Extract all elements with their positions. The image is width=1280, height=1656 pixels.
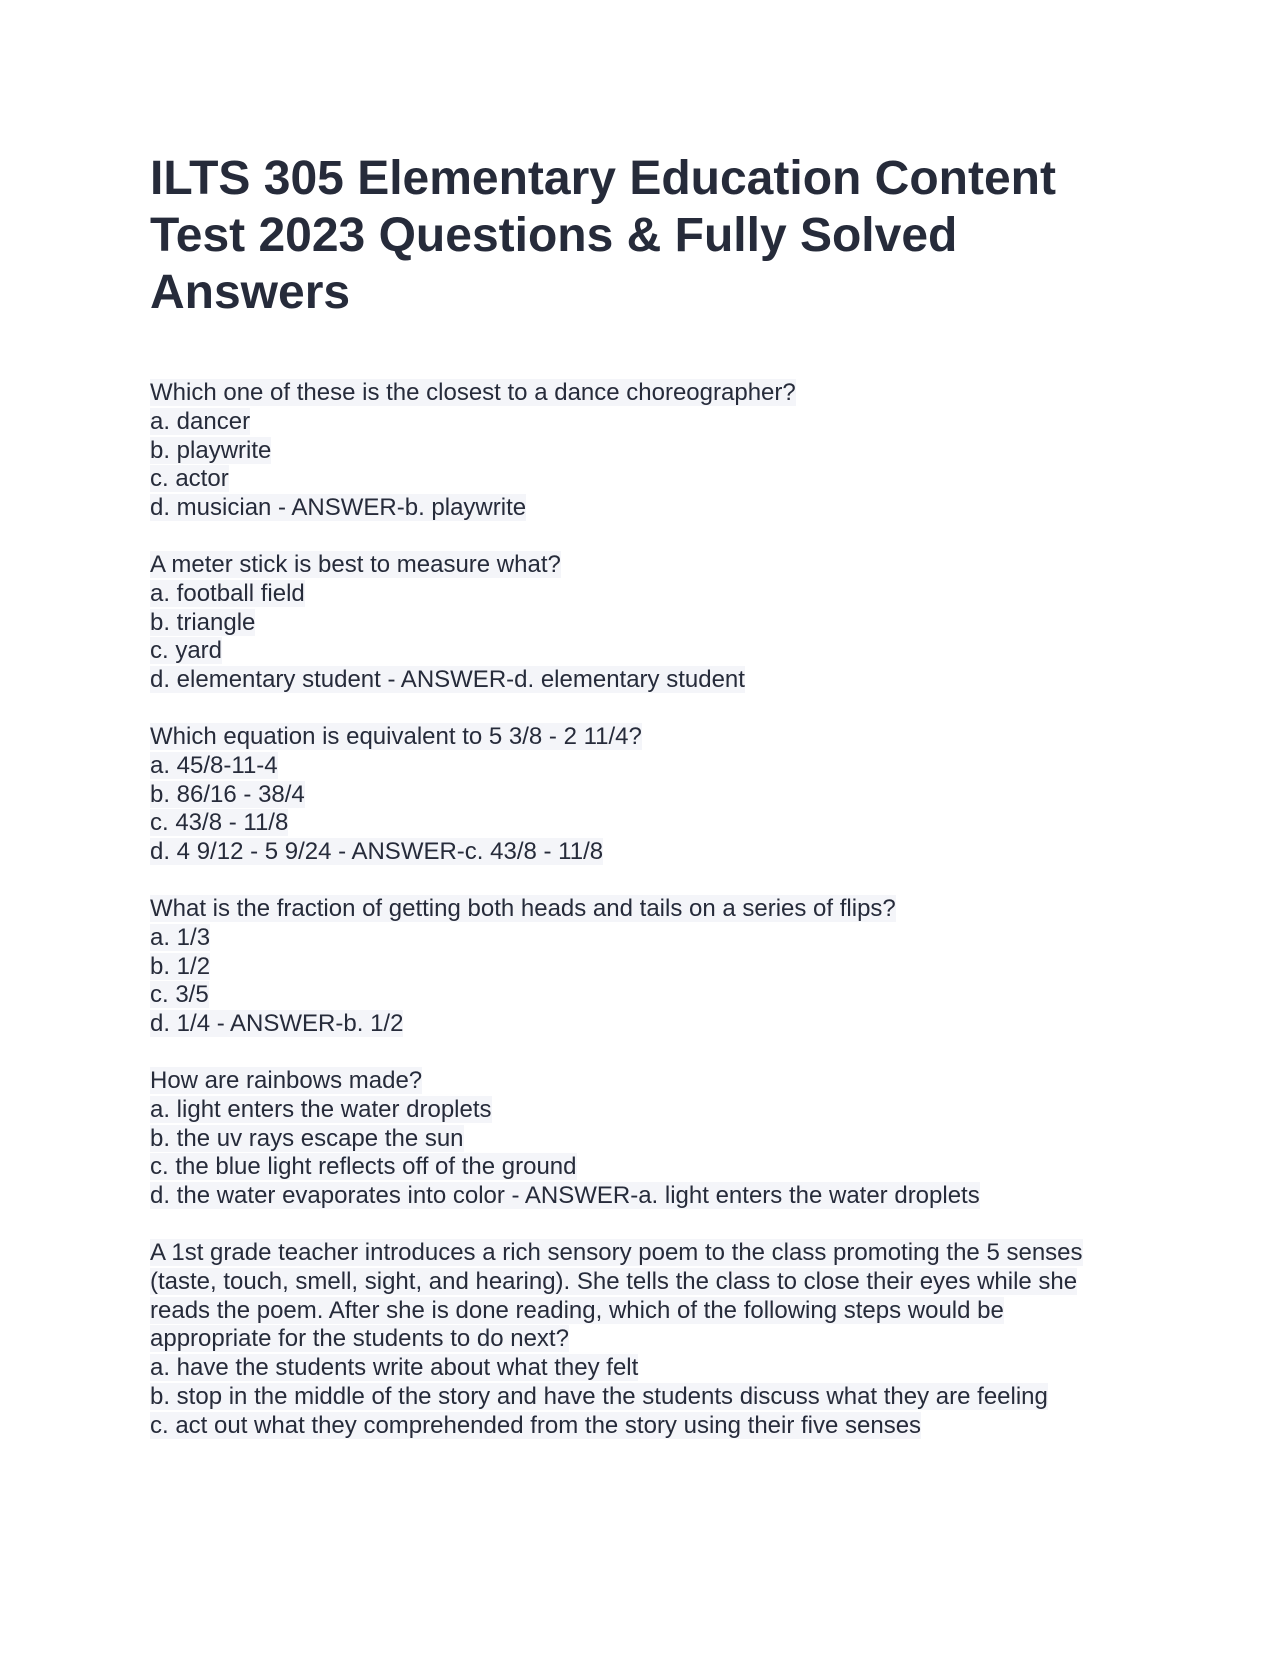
question-block-6	[150, 1239, 1140, 1441]
document-title: ILTS 305 Elementary Education Content Test 2023 Questions & Fully Solved Answers	[150, 152, 1056, 319]
answer-option-with-answer: d. 1/4 - ANSWER-b. 1/2	[150, 1010, 404, 1038]
answer-option: c. the blue light reflects off of the ground	[150, 1153, 577, 1181]
question-text: A 1st grade teacher introduces a rich sensory poem to the class promoting the 5 senses	[150, 1238, 1083, 1266]
answer-option: b. the uv rays escape the sun	[150, 1124, 464, 1152]
question-block-1	[150, 379, 1140, 523]
answer-option: b. 1/2	[150, 952, 211, 980]
answer-option-with-answer: d. musician - ANSWER-b. playwrite	[150, 494, 527, 522]
question-text: A meter stick is best to measure what?	[150, 550, 561, 578]
answer-option: c. yard	[150, 637, 223, 665]
answer-option: a. dancer	[150, 407, 251, 435]
answer-option: c. act out what they comprehended from the story using their five senses	[150, 1411, 922, 1439]
question-text: How are rainbows made?	[150, 1066, 423, 1094]
document-page	[150, 150, 1140, 1469]
question-block-3	[150, 723, 1140, 867]
answer-option: b. triangle	[150, 608, 256, 636]
question-text: reads the poem. After she is done reading, which of the following steps would be	[150, 1296, 1004, 1324]
question-block-2	[150, 551, 1140, 695]
answer-option: a. have the students write about what they felt	[150, 1354, 639, 1382]
answer-option: a. 1/3	[150, 923, 211, 951]
question-text: Which one of these is the closest to a dance choreographer?	[150, 379, 796, 406]
answer-option: c. 43/8 - 11/8	[150, 809, 289, 837]
question-text: Which equation is equivalent to 5 3/8 - 2 11/4?	[150, 722, 642, 750]
answer-option: b. stop in the middle of the story and have the students discuss what they are feeling	[150, 1382, 1048, 1410]
question-block-4	[150, 895, 1140, 1039]
answer-option: c. 3/5	[150, 981, 209, 1009]
question-block-5	[150, 1067, 1140, 1211]
answer-option: a. football field	[150, 579, 305, 607]
question-list	[150, 379, 1140, 1441]
answer-option: b. playwrite	[150, 436, 272, 464]
answer-option-with-answer: d. elementary student - ANSWER-d. elementary student	[150, 666, 745, 694]
answer-option-with-answer: d. the water evaporates into color - ANSWER-a. light enters the water droplets	[150, 1182, 980, 1210]
answer-option: a. light enters the water droplets	[150, 1095, 492, 1123]
answer-option: c. actor	[150, 465, 229, 493]
answer-option-with-answer: d. 4 9/12 - 5 9/24 - ANSWER-c. 43/8 - 11/8	[150, 838, 604, 866]
question-text: appropriate for the students to do next?	[150, 1325, 569, 1353]
question-text: (taste, touch, smell, sight, and hearing). She tells the class to close their eyes while she	[150, 1267, 1078, 1295]
question-text: What is the fraction of getting both heads and tails on a series of flips?	[150, 894, 896, 922]
answer-option: a. 45/8-11-4	[150, 751, 278, 779]
answer-option: b. 86/16 - 38/4	[150, 780, 305, 808]
